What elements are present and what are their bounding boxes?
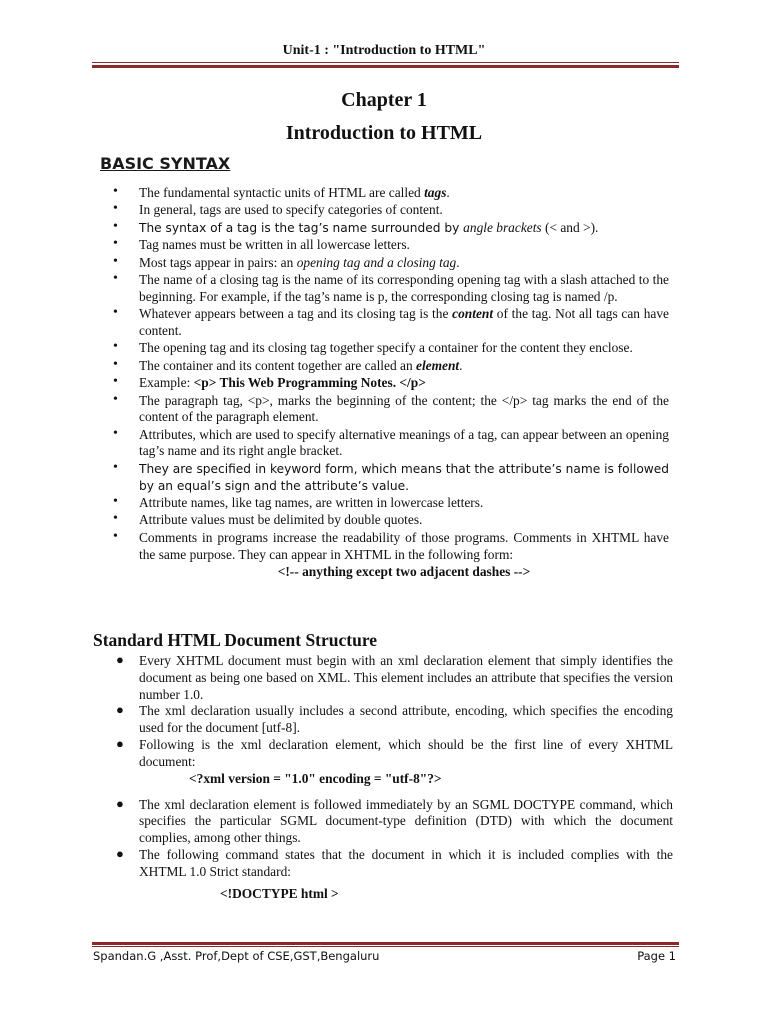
bullet-icon: • — [113, 425, 118, 441]
list-item: • Comments in programs increase the readability of those programs. Comments in XHTML have the same purpose. They can appear in XHTML in the following form: — [113, 528, 669, 562]
bullet-icon: • — [113, 374, 118, 390]
bullet-icon: ● — [116, 652, 124, 667]
chapter-title: Introduction to HTML — [285, 122, 483, 144]
list-item: • Example: <p> This Web Programming Notes. </p> — [113, 374, 426, 391]
footer-author: Spandan.G ,Asst. Prof,Dept of CSE,GST,Bengaluru — [93, 949, 380, 963]
list-item: • The paragraph tag, <p>, marks the beginning of the content; the </p> tag marks the end of the content of the paragraph element. — [113, 391, 669, 425]
bullet-icon: ● — [116, 795, 124, 811]
footer-rule-thin — [92, 946, 679, 947]
list-item: • Whatever appears between a tag and its closing tag is the content of the tag. Not all tags can have content. — [113, 305, 669, 338]
standard-structure-heading: Standard HTML Document Structure — [93, 630, 378, 650]
bullet-icon: ● — [116, 735, 124, 751]
basic-syntax-list — [113, 185, 669, 581]
bullet-icon: • — [113, 339, 118, 355]
header-title: Unit-1 : "Introduction to HTML" — [282, 43, 486, 58]
chapter-number: Chapter 1 — [341, 89, 427, 111]
page-number: Page 1 — [637, 949, 676, 963]
header-rule-thick — [92, 65, 679, 68]
list-item: ● Following is the xml declaration element, which should be the first line of every XHTML document: — [116, 735, 673, 769]
list-item: • Most tags appear in pairs: an opening tag and a closing tag. — [113, 253, 460, 270]
list-item: • They are specified in keyword form, which means that the attribute’s name is followed by an equal’s sign and the attribute’s value. — [113, 459, 669, 493]
list-item: ● Every XHTML document must begin with an xml declaration element that simply identifies the document as being one based on XML. This element includes an attribute that specifies the version number 1.0. — [116, 652, 673, 702]
list-item: • In general, tags are used to specify categories of content. — [113, 201, 443, 218]
bullet-icon: ● — [116, 702, 124, 718]
bullet-icon: • — [113, 356, 118, 372]
standard-structure-list — [113, 653, 673, 881]
list-item: • The syntax of a tag is the tag’s name surrounded by angle brackets (< and >). — [113, 218, 599, 235]
list-item: • Attributes, which are used to specify alternative meanings of a tag, can appear between an opening tag’s name and its right angle bracket. — [113, 425, 669, 459]
bullet-icon: • — [113, 218, 118, 234]
bullet-icon: • — [113, 270, 118, 286]
list-item: • The container and its content together are called an element. — [113, 356, 463, 373]
bullet-icon: • — [113, 391, 118, 407]
bullet-icon: • — [113, 305, 118, 321]
basic-syntax-heading: BASIC SYNTAX — [100, 154, 231, 173]
bullet-icon: • — [113, 236, 118, 252]
list-item: ● The xml declaration element is followed immediately by an SGML DOCTYPE command, which specifies the particular SGML document-type definition (DTD) with which the document complies, among other things. — [116, 795, 673, 846]
bullet-icon: • — [113, 511, 118, 527]
list-item: • The opening tag and its closing tag together specify a container for the content they enclose. — [113, 339, 633, 356]
list-item: • The name of a closing tag is the name of its corresponding opening tag with a slash attached to the beginning. For example, if the tag’s name is p, the corresponding closing tag is named /p. — [113, 270, 669, 304]
list-item: ● The following command states that the document in which it is included complies with the XHTML 1.0 Strict standard: — [116, 845, 673, 879]
list-item: ● The xml declaration usually includes a second attribute, encoding, which specifies the encoding used for the document [utf-8]. — [116, 702, 673, 736]
bullet-icon: • — [113, 184, 118, 199]
bullet-icon: • — [113, 201, 118, 217]
list-item: • Tag names must be written in all lowercase letters. — [113, 236, 410, 253]
bullet-icon: • — [113, 494, 118, 510]
bullet-icon: • — [113, 528, 118, 544]
xml-declaration-code: <?xml version = "1.0" encoding = "utf-8"?> — [189, 771, 442, 786]
header-rule-thin — [92, 62, 679, 63]
list-item: • Attribute names, like tag names, are written in lowercase letters. — [113, 494, 484, 511]
bullet-icon: • — [113, 459, 118, 475]
bullet-icon: ● — [116, 845, 124, 861]
footer-rule-thick — [92, 942, 679, 945]
list-item: • Attribute values must be delimited by double quotes. — [113, 511, 423, 528]
bullet-icon: • — [113, 253, 118, 269]
comment-example: <!-- anything except two adjacent dashes --> — [277, 564, 531, 580]
doctype-code: <!DOCTYPE html > — [220, 886, 339, 901]
list-item: • The fundamental syntactic units of HTML are called tags. — [113, 184, 450, 200]
